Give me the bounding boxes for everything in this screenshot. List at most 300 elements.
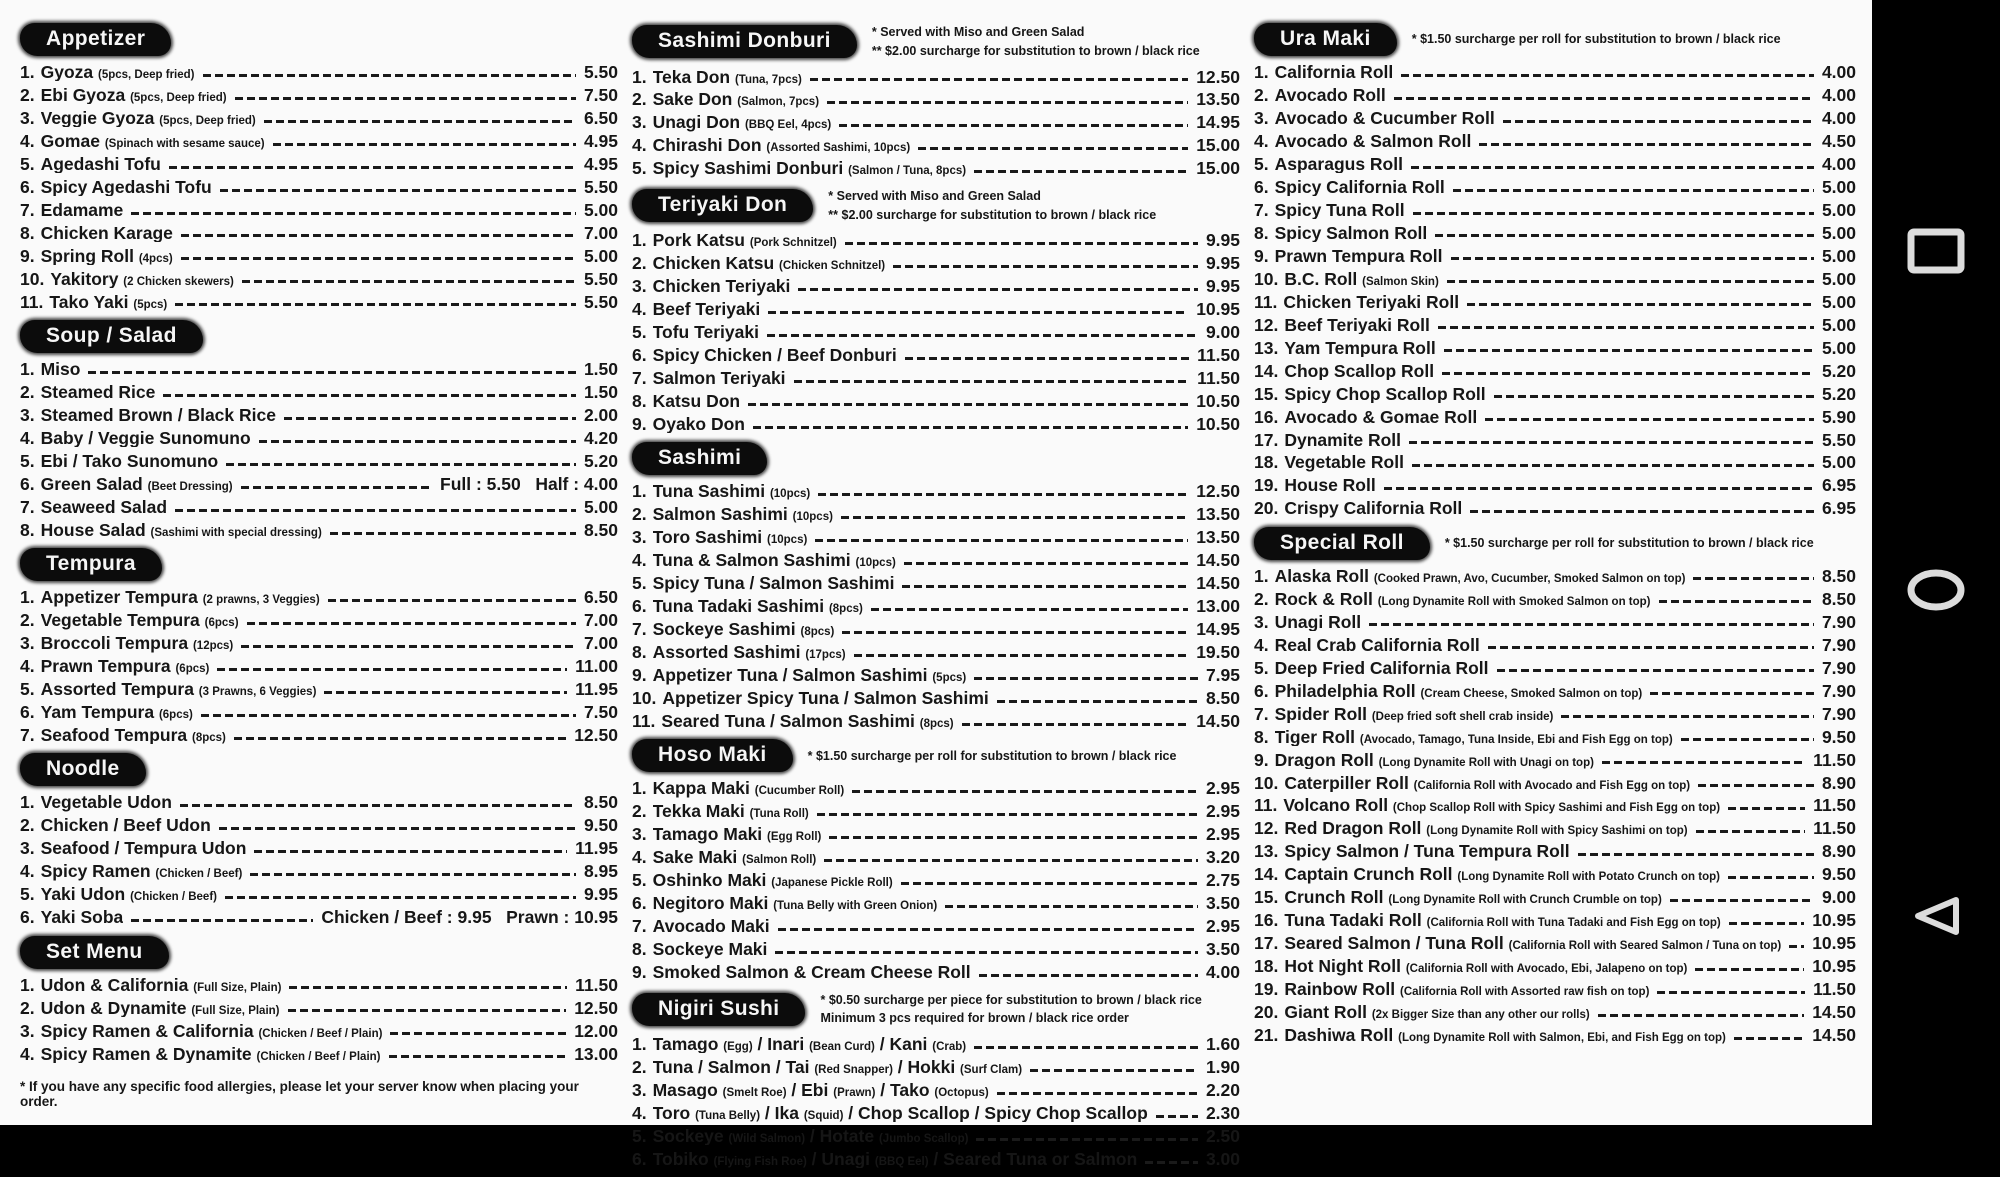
menu-section	[20, 23, 618, 311]
item-name: Assorted Sashimi (17pcs)	[652, 643, 846, 662]
item-price: 7.90	[1821, 611, 1856, 632]
dotted-leader	[1444, 349, 1814, 352]
item-price: 11.50	[1813, 818, 1856, 839]
dotted-leader	[817, 813, 1198, 816]
dotted-leader	[1561, 715, 1814, 718]
item-name: Spider Roll (Deep fried soft shell crab inside)	[1274, 704, 1554, 723]
menu-item	[632, 300, 1240, 318]
menu-item	[1254, 178, 1856, 196]
menu-item	[1254, 109, 1856, 127]
item-name: Sake Maki (Salmon Roll)	[652, 848, 817, 867]
item-number: 6.	[20, 473, 35, 494]
item-name: Sake Don (Salmon, 7pcs)	[652, 90, 820, 109]
dotted-leader	[1409, 441, 1814, 444]
item-number: 8.	[632, 939, 647, 960]
item-price: 2.95	[1205, 778, 1240, 799]
item-name: Dragon Roll (Long Dynamite Roll with Unagi on top)	[1274, 750, 1594, 769]
dotted-leader	[815, 539, 1188, 542]
menu-item	[20, 498, 618, 516]
item-number: 17.	[1254, 933, 1279, 954]
item-name: Pork Katsu (Pork Schnitzel)	[652, 231, 837, 250]
item-price: 5.20	[583, 450, 618, 471]
menu-item	[1254, 796, 1856, 814]
item-name: Appetizer Spicy Tuna / Salmon Sashimi	[662, 689, 989, 708]
menu-item	[632, 597, 1240, 615]
dotted-leader	[288, 1009, 567, 1012]
item-name: Seared Tuna / Salmon Sashimi (8pcs)	[661, 712, 954, 731]
item-name: Vegetable Tempura (6pcs)	[40, 611, 239, 630]
dotted-leader	[169, 166, 576, 169]
dotted-leader	[226, 463, 576, 466]
item-number: 3.	[632, 527, 647, 548]
item-price: 9.95	[583, 884, 618, 905]
item-number: 15.	[1254, 383, 1279, 404]
dotted-leader	[180, 804, 576, 807]
menu-section	[20, 936, 618, 1063]
item-number: 5.	[632, 1125, 647, 1146]
item-price: 5.50	[1821, 429, 1856, 450]
item-name: Spicy Chop Scallop Roll	[1284, 384, 1486, 403]
dotted-leader	[217, 668, 567, 671]
item-number: 7.	[632, 916, 647, 937]
menu-section	[632, 739, 1240, 981]
item-number: 3.	[632, 112, 647, 133]
menu-item	[20, 452, 618, 470]
item-number: 5.	[20, 679, 35, 700]
item-number: 6.	[20, 907, 35, 928]
dotted-leader	[1451, 257, 1814, 260]
dotted-leader	[1598, 1014, 1804, 1017]
dotted-leader	[1412, 464, 1814, 467]
dotted-leader	[284, 417, 576, 420]
section-header	[20, 548, 618, 581]
item-price: 8.50	[1205, 688, 1240, 709]
menu-item	[1254, 270, 1856, 288]
menu-item	[632, 917, 1240, 935]
item-name: Caterpiller Roll (California Roll with Avocado and Fish Egg on top)	[1284, 773, 1691, 792]
item-number: 10.	[20, 268, 45, 289]
dotted-leader	[841, 516, 1188, 519]
section-note: ** $2.00 surcharge for substitution to brown / black rice	[871, 43, 1200, 58]
item-name: Spicy Ramen & California (Chicken / Beef / Plain)	[40, 1021, 383, 1040]
item-price: 2.95	[1205, 801, 1240, 822]
item-name: Red Dragon Roll (Long Dynamite Roll with Spicy Sashimi on top)	[1284, 819, 1688, 838]
item-number: 2.	[1254, 84, 1269, 105]
menu-item	[632, 643, 1240, 661]
dotted-leader	[1401, 74, 1814, 77]
item-price: 5.20	[1821, 360, 1856, 381]
item-price: 5.00	[1821, 176, 1856, 197]
dotted-leader	[1695, 968, 1804, 971]
dotted-leader	[242, 280, 576, 283]
item-name: Unagi Roll	[1274, 612, 1362, 632]
item-name: Deep Fried California Roll	[1274, 658, 1489, 678]
item-name: Ebi / Tako Sunomuno	[40, 451, 219, 471]
menu-item	[20, 63, 618, 81]
section-note: * $1.50 surcharge per roll for substitution to brown / black rice	[1444, 535, 1814, 550]
item-price: 12.50	[1196, 66, 1240, 87]
menu-item	[1254, 431, 1856, 449]
item-price: 9.95	[1205, 230, 1240, 251]
menu-item	[632, 848, 1240, 866]
dotted-leader	[273, 143, 576, 146]
dotted-leader	[201, 714, 576, 717]
item-price: 1.60	[1205, 1034, 1240, 1055]
dotted-leader	[241, 645, 576, 648]
dotted-leader	[824, 859, 1198, 862]
menu-item	[20, 908, 618, 926]
dotted-leader	[235, 97, 576, 100]
menu-item	[1254, 682, 1856, 700]
item-price: 13.00	[574, 1043, 618, 1064]
item-name: Avocado & Salmon Roll	[1274, 131, 1472, 151]
dotted-leader	[1467, 303, 1814, 306]
item-name: Seared Salmon / Tuna Roll (California Roll with Seared Salmon / Tuna on top)	[1284, 934, 1782, 953]
home-button[interactable]	[1900, 562, 1972, 618]
item-price: 7.00	[583, 610, 618, 631]
item-name: Gomae (Spinach with sesame sauce)	[40, 131, 265, 151]
item-price: 9.50	[583, 815, 618, 836]
dotted-leader	[203, 74, 576, 77]
item-name: Spicy Salmon Roll	[1274, 223, 1428, 243]
dotted-leader	[1578, 853, 1814, 856]
item-name: Alaska Roll (Cooked Prawn, Avo, Cucumber, Smoked Salmon on top)	[1274, 566, 1686, 586]
menu-item-list	[20, 588, 618, 744]
item-number: 6.	[20, 176, 35, 197]
menu-item	[1254, 1026, 1856, 1044]
dotted-leader	[905, 357, 1189, 360]
section-notes	[828, 187, 1156, 225]
item-number: 6.	[20, 702, 35, 723]
dotted-leader	[1435, 234, 1814, 237]
item-number: 18.	[1254, 956, 1279, 977]
menu-item	[632, 779, 1240, 797]
item-price: 6.50	[583, 587, 618, 608]
dotted-leader	[839, 124, 1188, 127]
item-number: 13.	[1254, 337, 1279, 358]
item-name: Tiger Roll (Avocado, Tamago, Tuna Inside, Ebi and Fish Egg on top)	[1274, 727, 1673, 746]
item-number: 3.	[20, 838, 35, 859]
item-price: Chicken / Beef : 9.95 Prawn : 10.95	[321, 907, 618, 928]
section-note: * $0.50 surcharge per piece for substitution to brown / black rice	[820, 992, 1202, 1007]
item-price: 8.50	[1821, 565, 1856, 586]
item-number: 5.	[632, 158, 647, 179]
item-number: 2.	[20, 382, 35, 403]
item-name: Prawn Tempura Roll	[1274, 246, 1443, 266]
section-header	[20, 320, 618, 353]
dotted-leader	[810, 78, 1188, 81]
dotted-leader	[1453, 189, 1814, 192]
menu-section	[632, 991, 1240, 1169]
dotted-leader	[175, 509, 576, 512]
menu-item	[1254, 155, 1856, 173]
dotted-leader	[1698, 784, 1814, 787]
item-number: 1.	[20, 792, 35, 813]
item-number: 1.	[1254, 565, 1269, 586]
item-number: 2.	[20, 84, 35, 105]
menu-item	[20, 521, 618, 539]
menu-item	[20, 201, 618, 219]
dotted-leader	[1447, 280, 1814, 283]
menu-item	[1254, 888, 1856, 906]
item-price: 9.50	[1821, 864, 1856, 885]
menu-item	[20, 155, 618, 173]
section-header	[632, 442, 1240, 475]
section-note: ** $2.00 surcharge for substitution to brown / black rice	[828, 207, 1157, 222]
section-note: * $1.50 surcharge per roll for substitution to brown / black rice	[807, 748, 1177, 763]
item-price: 9.50	[1821, 726, 1856, 747]
item-name: Steamed Brown / Black Rice	[40, 406, 276, 425]
section-header	[20, 23, 618, 56]
section-title-badge: Noodle	[20, 753, 146, 786]
item-price: 5.00	[583, 496, 618, 517]
item-number: 20.	[1254, 1002, 1279, 1023]
menu-item	[632, 1127, 1240, 1145]
menu-item-list	[20, 793, 618, 926]
item-name: Philadelphia Roll (Cream Cheese, Smoked Salmon on top)	[1274, 681, 1643, 700]
item-name: Dynamite Roll	[1284, 430, 1402, 449]
back-button[interactable]	[1904, 888, 1968, 944]
item-number: 7.	[632, 368, 647, 389]
item-number: 4.	[632, 847, 647, 868]
item-price: 13.50	[1196, 504, 1240, 525]
section-header	[1254, 527, 1856, 560]
item-price: 7.90	[1821, 634, 1856, 655]
menu-item	[632, 231, 1240, 249]
item-name: Toro (Tuna Belly) / Ika (Squid) / Chop Scallop / Spicy Chop Scallop	[652, 1103, 1148, 1123]
item-name: Spicy Agedashi Tofu	[40, 177, 212, 197]
section-header	[632, 23, 1240, 61]
item-number: 5.	[20, 884, 35, 905]
section-title-badge: Set Menu	[20, 936, 169, 969]
item-price: 7.95	[1205, 665, 1240, 686]
item-name: Appetizer Tempura (2 prawns, 3 Veggies)	[40, 588, 320, 607]
item-price: 11.95	[575, 679, 618, 700]
item-name: Yam Tempura (6pcs)	[40, 703, 193, 722]
dotted-leader	[1384, 487, 1814, 490]
section-notes	[1412, 30, 1781, 49]
item-number: 5.	[632, 573, 647, 594]
dotted-leader	[871, 608, 1188, 611]
dotted-leader	[1728, 876, 1814, 879]
item-name: Beef Teriyaki Roll	[1284, 315, 1430, 335]
item-name: Oshinko Maki (Japanese Pickle Roll)	[652, 871, 893, 890]
item-price: 6.95	[1821, 498, 1856, 519]
item-number: 5.	[1254, 657, 1269, 678]
item-number: 3.	[20, 405, 35, 425]
menu-item	[1254, 453, 1856, 471]
section-note: * Served with Miso and Green Salad	[871, 25, 1085, 39]
item-price: 11.50	[1813, 979, 1856, 1000]
item-number: 4.	[20, 1043, 35, 1064]
item-price: 4.00	[1821, 62, 1856, 82]
item-name: Chirashi Don (Assorted Sashimi, 10pcs)	[652, 136, 911, 155]
section-notes	[872, 23, 1200, 61]
item-number: 1.	[20, 974, 35, 995]
dotted-leader	[264, 120, 576, 123]
item-number: 3.	[20, 107, 35, 128]
menu-section	[632, 442, 1240, 730]
menu-item	[1254, 408, 1856, 426]
item-name: Masago (Smelt Roe) / Ebi (Prawn) / Tako (Octopus)	[652, 1081, 989, 1100]
menu-item	[20, 611, 618, 629]
item-price: 5.90	[1821, 406, 1856, 427]
dotted-leader	[794, 380, 1190, 383]
item-name: Asparagus Roll	[1274, 154, 1403, 174]
item-name: Udon & Dynamite (Full Size, Plain)	[40, 998, 280, 1017]
item-price: 7.00	[583, 633, 618, 654]
menu-item	[1254, 316, 1856, 334]
dotted-leader	[979, 974, 1198, 977]
item-name: Chicken Karage	[40, 223, 173, 243]
dotted-leader	[1659, 600, 1814, 603]
item-number: 14.	[1254, 360, 1279, 381]
dotted-leader	[893, 265, 1198, 268]
section-notes	[1445, 534, 1814, 553]
dotted-leader	[962, 723, 1189, 726]
item-number: 3.	[632, 276, 647, 297]
item-price: 15.00	[1196, 135, 1240, 156]
item-name: Avocado Roll	[1274, 85, 1386, 105]
item-number: 11.	[20, 291, 44, 312]
dotted-leader	[390, 1032, 566, 1035]
section-header	[1254, 23, 1856, 56]
item-number: 14.	[1254, 864, 1279, 885]
dotted-leader	[918, 147, 1188, 150]
item-price: 10.50	[1196, 414, 1240, 434]
dotted-leader	[181, 257, 576, 260]
item-number: 1.	[632, 481, 647, 502]
menu-item	[632, 1058, 1240, 1076]
menu-item	[1254, 224, 1856, 242]
item-number: 19.	[1254, 475, 1279, 496]
section-title-badge: Teriyaki Don	[632, 189, 813, 222]
menu-item	[1254, 339, 1856, 357]
dotted-leader	[225, 896, 576, 899]
menu-item	[632, 254, 1240, 272]
dotted-leader	[945, 905, 1198, 908]
item-price: Full : 5.50 Half : 4.00	[440, 473, 618, 494]
dotted-leader	[768, 311, 1188, 314]
dotted-leader	[1728, 807, 1805, 810]
menu-item	[20, 680, 618, 698]
dotted-leader	[1670, 899, 1814, 902]
menu-section	[632, 23, 1240, 178]
item-price: 5.00	[1821, 222, 1856, 243]
item-price: 2.50	[1205, 1125, 1240, 1146]
item-number: 7.	[632, 619, 647, 640]
menu-section	[632, 187, 1240, 434]
item-price: 4.00	[1205, 962, 1240, 983]
item-name: Chicken Teriyaki Roll	[1283, 292, 1460, 312]
item-name: House Roll	[1284, 476, 1376, 495]
section-notes	[808, 747, 1177, 766]
section-note: * Served with Miso and Green Salad	[828, 188, 1041, 203]
menu-item	[20, 475, 618, 493]
menu-item	[20, 862, 618, 880]
dotted-leader	[259, 440, 576, 443]
item-name: Unagi Don (BBQ Eel, 4pcs)	[652, 113, 832, 132]
menu-item-list	[1254, 63, 1856, 518]
dotted-leader	[1602, 761, 1805, 764]
item-number: 5.	[20, 450, 35, 471]
section-title-badge: Special Roll	[1254, 527, 1430, 560]
item-price: 8.50	[1821, 588, 1856, 609]
dotted-leader	[163, 394, 576, 397]
item-price: 5.50	[583, 268, 618, 289]
menu-item	[20, 588, 618, 606]
menu-item	[1254, 636, 1856, 654]
item-price: 11.50	[1813, 749, 1856, 770]
item-number: 15.	[1254, 887, 1279, 908]
item-name: Edamame	[40, 200, 124, 220]
item-price: 11.00	[575, 656, 618, 677]
dotted-leader	[852, 790, 1198, 793]
menu-item	[20, 178, 618, 196]
item-price: 19.50	[1196, 642, 1240, 663]
item-price: 8.50	[583, 792, 618, 813]
dotted-leader	[1497, 669, 1814, 672]
item-name: Agedashi Tofu	[40, 154, 161, 174]
item-price: 5.50	[583, 176, 618, 197]
item-name: Chicken Katsu (Chicken Schnitzel)	[652, 254, 886, 273]
menu-item	[632, 113, 1240, 131]
menu-section	[1254, 23, 1856, 518]
item-price: 4.00	[1821, 153, 1856, 174]
item-price: 4.00	[1821, 84, 1856, 105]
dotted-leader	[1657, 991, 1805, 994]
dotted-leader	[330, 532, 576, 535]
menu-item	[632, 963, 1240, 981]
item-number: 9.	[20, 245, 35, 266]
dotted-leader	[1411, 166, 1814, 169]
menu-column-2	[632, 14, 1240, 1177]
item-name: Dashiwa Roll (Long Dynamite Roll with Salmon, Ebi, and Fish Egg on top)	[1284, 1026, 1726, 1045]
dotted-leader	[289, 986, 567, 989]
item-number: 5.	[20, 153, 35, 174]
item-name: Oyako Don	[652, 415, 745, 434]
dotted-leader	[1470, 510, 1814, 513]
menu-item	[1254, 842, 1856, 860]
menu-item	[632, 894, 1240, 912]
item-price: 5.00	[1821, 337, 1856, 358]
menu-item	[632, 505, 1240, 523]
section-title-badge: Sashimi	[632, 442, 767, 475]
item-name: Tobiko (Flying Fish Roe) / Unagi (BBQ Eel) / Seared Tuna or Salmon	[652, 1149, 1138, 1169]
item-number: 16.	[1254, 406, 1279, 427]
item-number: 7.	[20, 725, 35, 746]
dotted-leader	[775, 951, 1198, 954]
item-number: 21.	[1254, 1025, 1279, 1046]
item-name: Spicy California Roll	[1274, 177, 1445, 197]
section-header	[20, 936, 618, 969]
item-price: 11.95	[575, 838, 618, 859]
item-number: 8.	[20, 222, 35, 243]
item-name: Spicy Tuna Roll	[1274, 200, 1405, 220]
item-number: 3.	[1254, 107, 1269, 128]
menu-item	[1254, 1003, 1856, 1021]
item-price: 4.20	[583, 427, 618, 448]
item-name: Ebi Gyoza (5pcs, Deep fried)	[40, 85, 227, 105]
item-price: 8.95	[583, 861, 618, 882]
recents-button[interactable]	[1901, 222, 1971, 280]
menu-item	[632, 369, 1240, 387]
item-number: 10.	[632, 688, 657, 709]
item-number: 2.	[20, 610, 35, 631]
item-number: 9.	[632, 414, 647, 434]
menu-item	[1254, 499, 1856, 517]
dotted-leader	[1369, 623, 1814, 626]
